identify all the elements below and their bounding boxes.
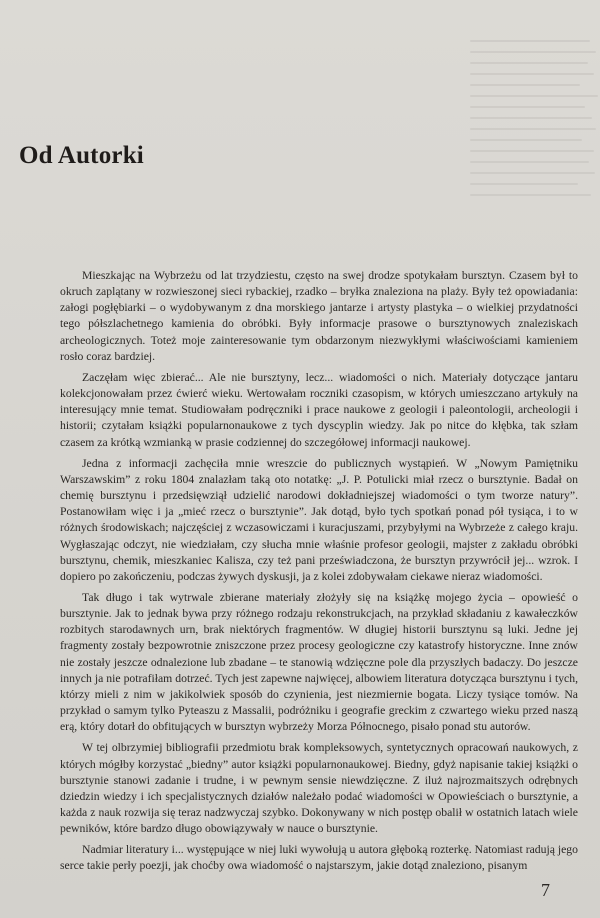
paragraph: W tej olbrzymiej bibliografii przedmiotu brak kompleksowych, syntetycznych opracowań naukowych, z których mógłby korzystać „biedny” autor książki popularnonaukowej. Biedny, gdyż napisanie takiej książki o bursztynie stanowi zadanie i trudne, i w pewnym sensie niewdzięczne. Z iluż najrozmaitszych odrębnych dziedzin wiedzy i ich specjalistycznych działów należało podać wiadomości w Opowieściach o bursztynie, a każda z nauk rozwija się teraz nadzwyczaj szybko. Dokonywany w nich postęp obalił w ostatnich latach wiele pewników, które bardzo długo obowiązywały w nauce o bursztynie. [60, 741, 578, 836]
paragraph: Mieszkając na Wybrzeżu od lat trzydziestu, często na swej drodze spotykałam bursztyn. Czasem był to okruch zaplątany w rozwieszonej sieci rybackiej, rzadko – bryłka znaleziona na plaży. Były też opowiadania: załogi pogłębiarki – o wydobywanym z dna morskiego jantarze i artysty plastyka – o wielkiej przydatności tego półszlachetnego kamienia do obróbki. Były informacje prasowe o bursztynowych znaleziskach archeologicznych. Toteż moje zainteresowanie tym obdarzonym niezwykłymi właściwościami kamieniem rosło coraz bardziej. [60, 269, 578, 363]
paragraph: Zaczęłam więc zbierać... Ale nie bursztyny, lecz... wiadomości o nich. Materiały dotyczące jantaru kolekcjonowałam przez ćwierć wieku. Wertowałam roczniki czasopism, w których umieszczano artykuły na interesujący mnie temat. Studiowałam podręczniki i prace naukowe z geologii i paleontologii, archeologii i historii; czytałam książki popularnonaukowe z tych dyscyplin wiedzy. Jak po nitce do kłębka, tak szłam czasem za krótką wzmianką w prasie codziennej do szczegółowej informacji naukowej. [60, 370, 578, 449]
bleed-through-text [470, 40, 600, 250]
paragraph: Tak długo i tak wytrwale zbierane materiały złożyły się na książkę mojego życia – opowieść o bursztynie. Jak to jednak bywa przy różnego rodzaju rekonstrukcjach, na przykład składaniu z kawałeczków rozbitych starodawnych urn, brak niektórych fragmentów. W długiej historii bursztynu są luki. Jedne jej fragmenty zostały bezpowrotnie zniszczone przez procesy geologiczne czy katastrofy historyczne. Inne znów nie zostały jeszcze odnalezione lub zbadane – te stanowią wdzięczne pole dla przyszłych badaczy. Do jeszcze innych ja nie potrafiłam dotrzeć. Tych jest zapewne najwięcej, albowiem literatura dotycząca bursztynu i tych, którzy mieli z nim w jakikolwiek sposób do czynienia, jest niezmiernie bogata. Liczy tysiące tomów. Na przykład o samym tylko Pyteaszu z Massalii, podróżniku i geografie greckim z czwartego wieku przed naszą erą, który dotarł do obfitujących w bursztyn wybrzeży Morza Północnego, pisało ponad stu autorów. [60, 590, 578, 734]
page-number: 7 [541, 880, 550, 900]
chapter-heading: Od Autorki [19, 142, 144, 169]
body-text [60, 268, 578, 880]
paragraph: Jedna z informacji zachęciła mnie wreszcie do publicznych wystąpień. W „Nowym Pamiętniku Warszawskim” z roku 1804 znalazłam taką oto notatkę: „J. P. Potulicki miał rzecz o bursztynie. Badał on chemię bursztynu i przedsięwziął udzielić narodowi dokładniejszej wiadomości o tym tworze natury”. Postanowiłam więc i ja „mieć rzecz o bursztynie”. Jak dotąd, było tych spotkań ponad pół tysiąca, i to w różnych środowiskach; najczęściej z wczasowiczami i kuracjuszami, przybyłymi na Wybrzeże z całego kraju. Wygłaszając odczyt, nie wiedziałam, czy słucha mnie właśnie profesor geologii, majster z zakładu obróbki bursztynu, chemik, mieszkaniec Kalisza, czy też pani przeświadczona, że bursztyn przywrócił jej... wzrok. I dopiero po zakończeniu, podczas żywych dyskusji, ja z kolei zdobywałam ciekawe nieraz wiadomości. [60, 456, 578, 583]
paragraph: Nadmiar literatury i... występujące w niej luki wywołują u autora głęboką rozterkę. Natomiast radują jego serce takie perły poezji, jak choćby owa wiadomość o najstarszym, jakie dotąd znaleziono, pisanym [60, 843, 578, 873]
